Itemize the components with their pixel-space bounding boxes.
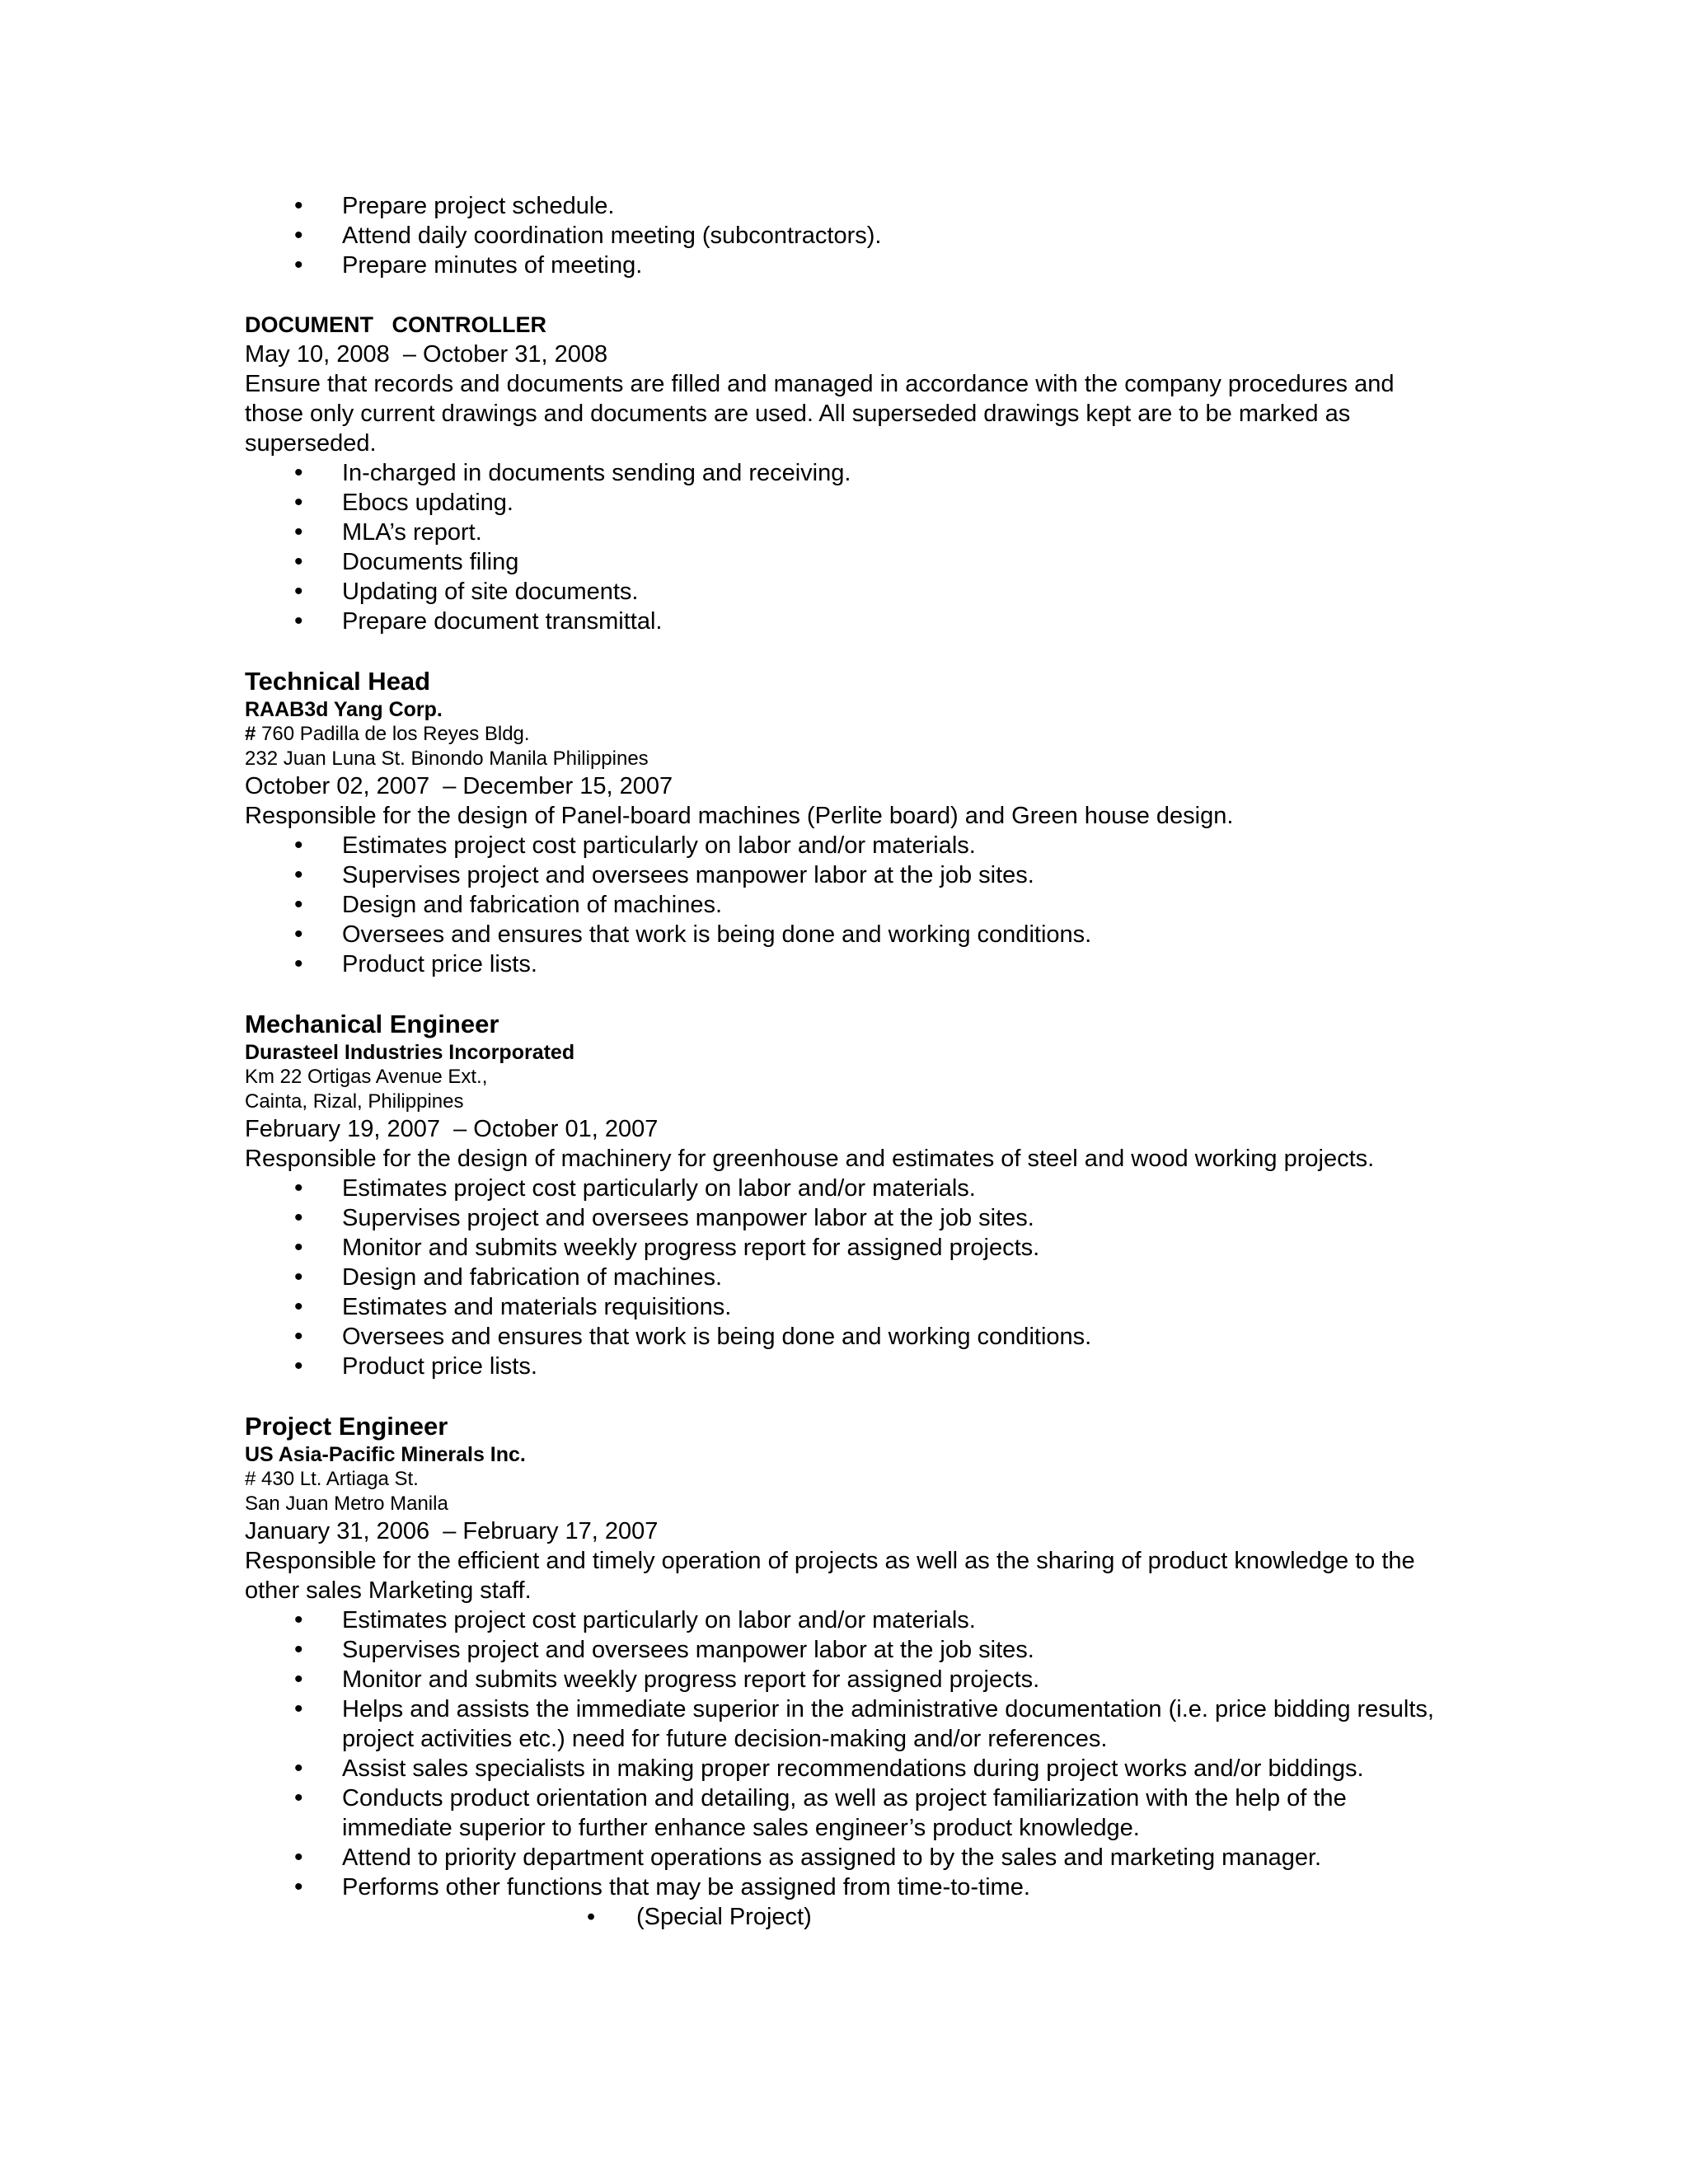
company-address-line-1: # 430 Lt. Artiaga St. [245, 1468, 419, 1490]
list-item: • Estimates project cost particularly on labor and/or materials. [245, 1174, 1448, 1203]
job-dates: October 02, 2007 – December 15, 2007 [245, 773, 673, 799]
job-description: Responsible for the design of Panel-board machines (Perlite board) and Green house design. [245, 803, 1234, 829]
job-description: Ensure that records and documents are filled and managed in accordance with the company procedures and those only current drawings and documents are used. All superseded drawings kept are to be marked as superseded. [245, 371, 1395, 457]
technical-head-section [245, 666, 1448, 979]
list-item: • Oversees and ensures that work is being done and working conditions. [245, 920, 1448, 949]
project-engineer-section [245, 1411, 1448, 1932]
list-item: • Oversees and ensures that work is being done and working conditions. [245, 1322, 1448, 1352]
list-item: • Prepare document transmittal. [245, 607, 1448, 636]
responsibility-list [245, 1174, 1448, 1381]
list-item: • Prepare minutes of meeting. [245, 251, 1448, 280]
list-item: • Documents filing [245, 547, 1448, 577]
list-item: • Prepare project schedule. [245, 191, 1448, 221]
job-title: Technical Head [245, 667, 431, 696]
responsibility-list [245, 831, 1448, 979]
job-dates: January 31, 2006 – February 17, 2007 [245, 1518, 659, 1544]
list-item: • In-charged in documents sending and receiving. [245, 458, 1448, 488]
list-item: • Conducts product orientation and detailing, as well as project familiarization with the help of the immediate superior to further enhance sales engineer’s product knowledge. [245, 1783, 1448, 1843]
job-title: Mechanical Engineer [245, 1010, 499, 1038]
list-item: • Updating of site documents. [245, 577, 1448, 607]
list-item: • Ebocs updating. [245, 488, 1448, 518]
document-controller-section [245, 310, 1448, 636]
list-item: • Supervises project and oversees manpower labor at the job sites. [245, 860, 1448, 890]
address-text: 760 Padilla de los Reyes Bldg. [261, 723, 530, 745]
list-item: • Attend daily coordination meeting (subcontractors). [245, 221, 1448, 251]
list-item: • Estimates and materials requisitions. [245, 1292, 1448, 1322]
company-name: US Asia-Pacific Minerals Inc. [245, 1443, 526, 1466]
list-item: • Supervises project and oversees manpower labor at the job sites. [245, 1635, 1448, 1665]
list-item: • Assist sales specialists in making proper recommendations during project works and/or biddings. [245, 1754, 1448, 1783]
list-item: • Product price lists. [245, 1352, 1448, 1381]
mechanical-engineer-section [245, 1009, 1448, 1381]
list-item: • Design and fabrication of machines. [245, 890, 1448, 920]
job-title: Project Engineer [245, 1412, 448, 1441]
list-item: • Attend to priority department operations as assigned to by the sales and marketing manager. [245, 1843, 1448, 1872]
company-address-line-2: 232 Juan Luna St. Binondo Manila Philippines [245, 748, 649, 770]
job-dates: May 10, 2008 – October 31, 2008 [245, 341, 608, 368]
address-prefix: # [245, 723, 256, 745]
list-item: • Estimates project cost particularly on labor and/or materials. [245, 1605, 1448, 1635]
company-address-line-2: San Juan Metro Manila [245, 1493, 448, 1515]
job-description: Responsible for the efficient and timely operation of projects as well as the sharing of product knowledge to the other sales Marketing staff. [245, 1548, 1415, 1604]
list-item: • Design and fabrication of machines. [245, 1263, 1448, 1292]
resume-page [245, 191, 1448, 1932]
responsibility-list [245, 458, 1448, 636]
list-item: • Monitor and submits weekly progress report for assigned projects. [245, 1233, 1448, 1263]
list-item: • MLA’s report. [245, 518, 1448, 547]
job-dates: February 19, 2007 – October 01, 2007 [245, 1116, 659, 1142]
list-item: • Performs other functions that may be assigned from time-to-time. [245, 1872, 1448, 1902]
special-project-item: • (Special Project) [245, 1902, 1448, 1932]
company-name: RAAB3d Yang Corp. [245, 698, 443, 721]
job-description: Responsible for the design of machinery for greenhouse and estimates of steel and wood working projects. [245, 1146, 1375, 1172]
list-item: • Estimates project cost particularly on labor and/or materials. [245, 831, 1448, 860]
job-title: DOCUMENT CONTROLLER [245, 312, 546, 337]
intro-bullet-list [245, 191, 1448, 280]
responsibility-list [245, 1605, 1448, 1902]
list-item: • Supervises project and oversees manpower labor at the job sites. [245, 1203, 1448, 1233]
company-address-line-2: Cainta, Rizal, Philippines [245, 1090, 464, 1113]
company-address-line-1 [245, 722, 1448, 747]
list-item: • Helps and assists the immediate superior in the administrative documentation (i.e. price bidding results, project activities etc.) need for future decision-making and/or references. [245, 1694, 1448, 1754]
list-item: • Monitor and submits weekly progress report for assigned projects. [245, 1665, 1448, 1694]
company-address-line-1: Km 22 Ortigas Avenue Ext., [245, 1066, 488, 1088]
company-name: Durasteel Industries Incorporated [245, 1041, 575, 1064]
list-item: • Product price lists. [245, 949, 1448, 979]
